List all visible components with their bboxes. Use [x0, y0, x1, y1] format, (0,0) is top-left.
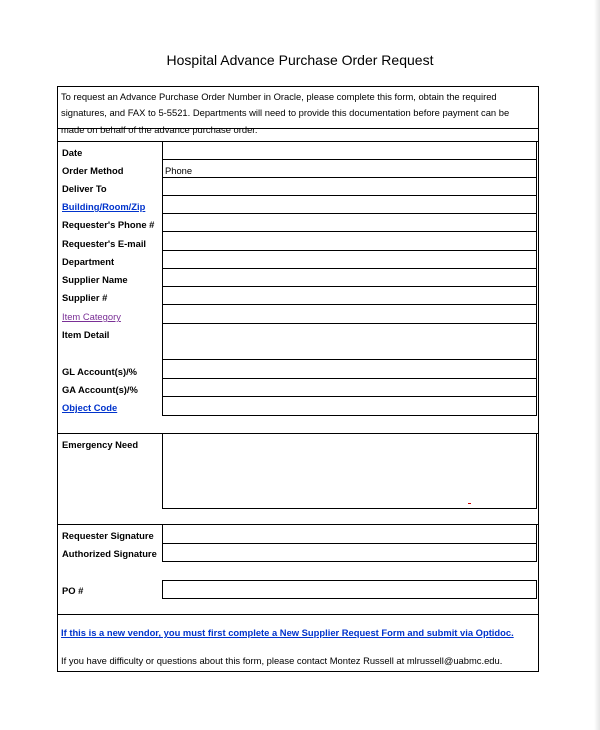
supplier-name-label: Supplier Name — [62, 274, 128, 285]
object-code-link[interactable]: Object Code — [62, 402, 118, 413]
department-label: Department — [62, 256, 115, 267]
red-mark — [468, 503, 471, 504]
supplier-number-label: Supplier # — [62, 292, 108, 303]
footer-divider — [57, 614, 539, 615]
deliver-to-field[interactable] — [162, 177, 537, 196]
po-number-field[interactable] — [162, 580, 537, 599]
contact-text: If you have difficulty or questions about this form, please contact Montez Russell at mlrussell@uabmc.edu. — [61, 655, 503, 666]
date-field[interactable] — [162, 141, 537, 160]
po-number-label: PO # — [62, 585, 84, 596]
requester-phone-field[interactable] — [162, 213, 537, 232]
gl-account-label: GL Account(s)/% — [62, 366, 138, 377]
authorized-signature-field[interactable] — [162, 543, 537, 562]
emergency-need-label: Emergency Need — [62, 439, 139, 450]
building-room-zip-link[interactable]: Building/Room/Zip — [62, 201, 146, 212]
new-vendor-link[interactable]: If this is a new vendor, you must first complete a New Supplier Request Form and submit via Optidoc. — [61, 627, 514, 638]
supplier-number-field[interactable] — [162, 286, 537, 305]
item-category-link[interactable]: Item Category — [62, 311, 121, 322]
item-detail-field[interactable] — [162, 323, 537, 360]
intro-line-3: made on behalf of the advance purchase order. — [61, 123, 258, 135]
intro-line-2: signatures, and FAX to 5-5521. Departments will need to provide this documentation before payment can be — [61, 107, 510, 119]
page-title: Hospital Advance Purchase Order Request — [166, 52, 434, 68]
emergency-need-field[interactable] — [162, 433, 537, 509]
supplier-name-field[interactable] — [162, 268, 537, 287]
order-method-value: Phone — [165, 165, 193, 176]
building-room-zip-field[interactable] — [162, 195, 537, 214]
item-detail-label: Item Detail — [62, 329, 110, 340]
gl-account-field[interactable] — [162, 359, 537, 379]
object-code-field[interactable] — [162, 396, 537, 416]
ga-account-label: GA Account(s)/% — [62, 384, 138, 395]
date-label: Date — [62, 147, 83, 158]
order-method-field[interactable] — [162, 159, 537, 178]
ga-account-field[interactable] — [162, 378, 537, 397]
order-method-label: Order Method — [62, 165, 124, 176]
requester-email-label: Requester's E-mail — [62, 238, 147, 249]
authorized-signature-label: Authorized Signature — [62, 548, 157, 559]
requester-signature-label: Requester Signature — [62, 530, 154, 541]
deliver-to-label: Deliver To — [62, 183, 107, 194]
intro-text — [61, 89, 537, 138]
page-edge-shadow — [594, 0, 600, 730]
item-category-field[interactable] — [162, 304, 537, 324]
intro-divider — [57, 128, 539, 129]
requester-signature-field[interactable] — [162, 524, 537, 544]
department-field[interactable] — [162, 250, 537, 269]
requester-email-field[interactable] — [162, 231, 537, 251]
intro-line-1: To request an Advance Purchase Order Number in Oracle, please complete this form, obtain the required — [61, 91, 497, 102]
requester-phone-label: Requester's Phone # — [62, 219, 155, 230]
